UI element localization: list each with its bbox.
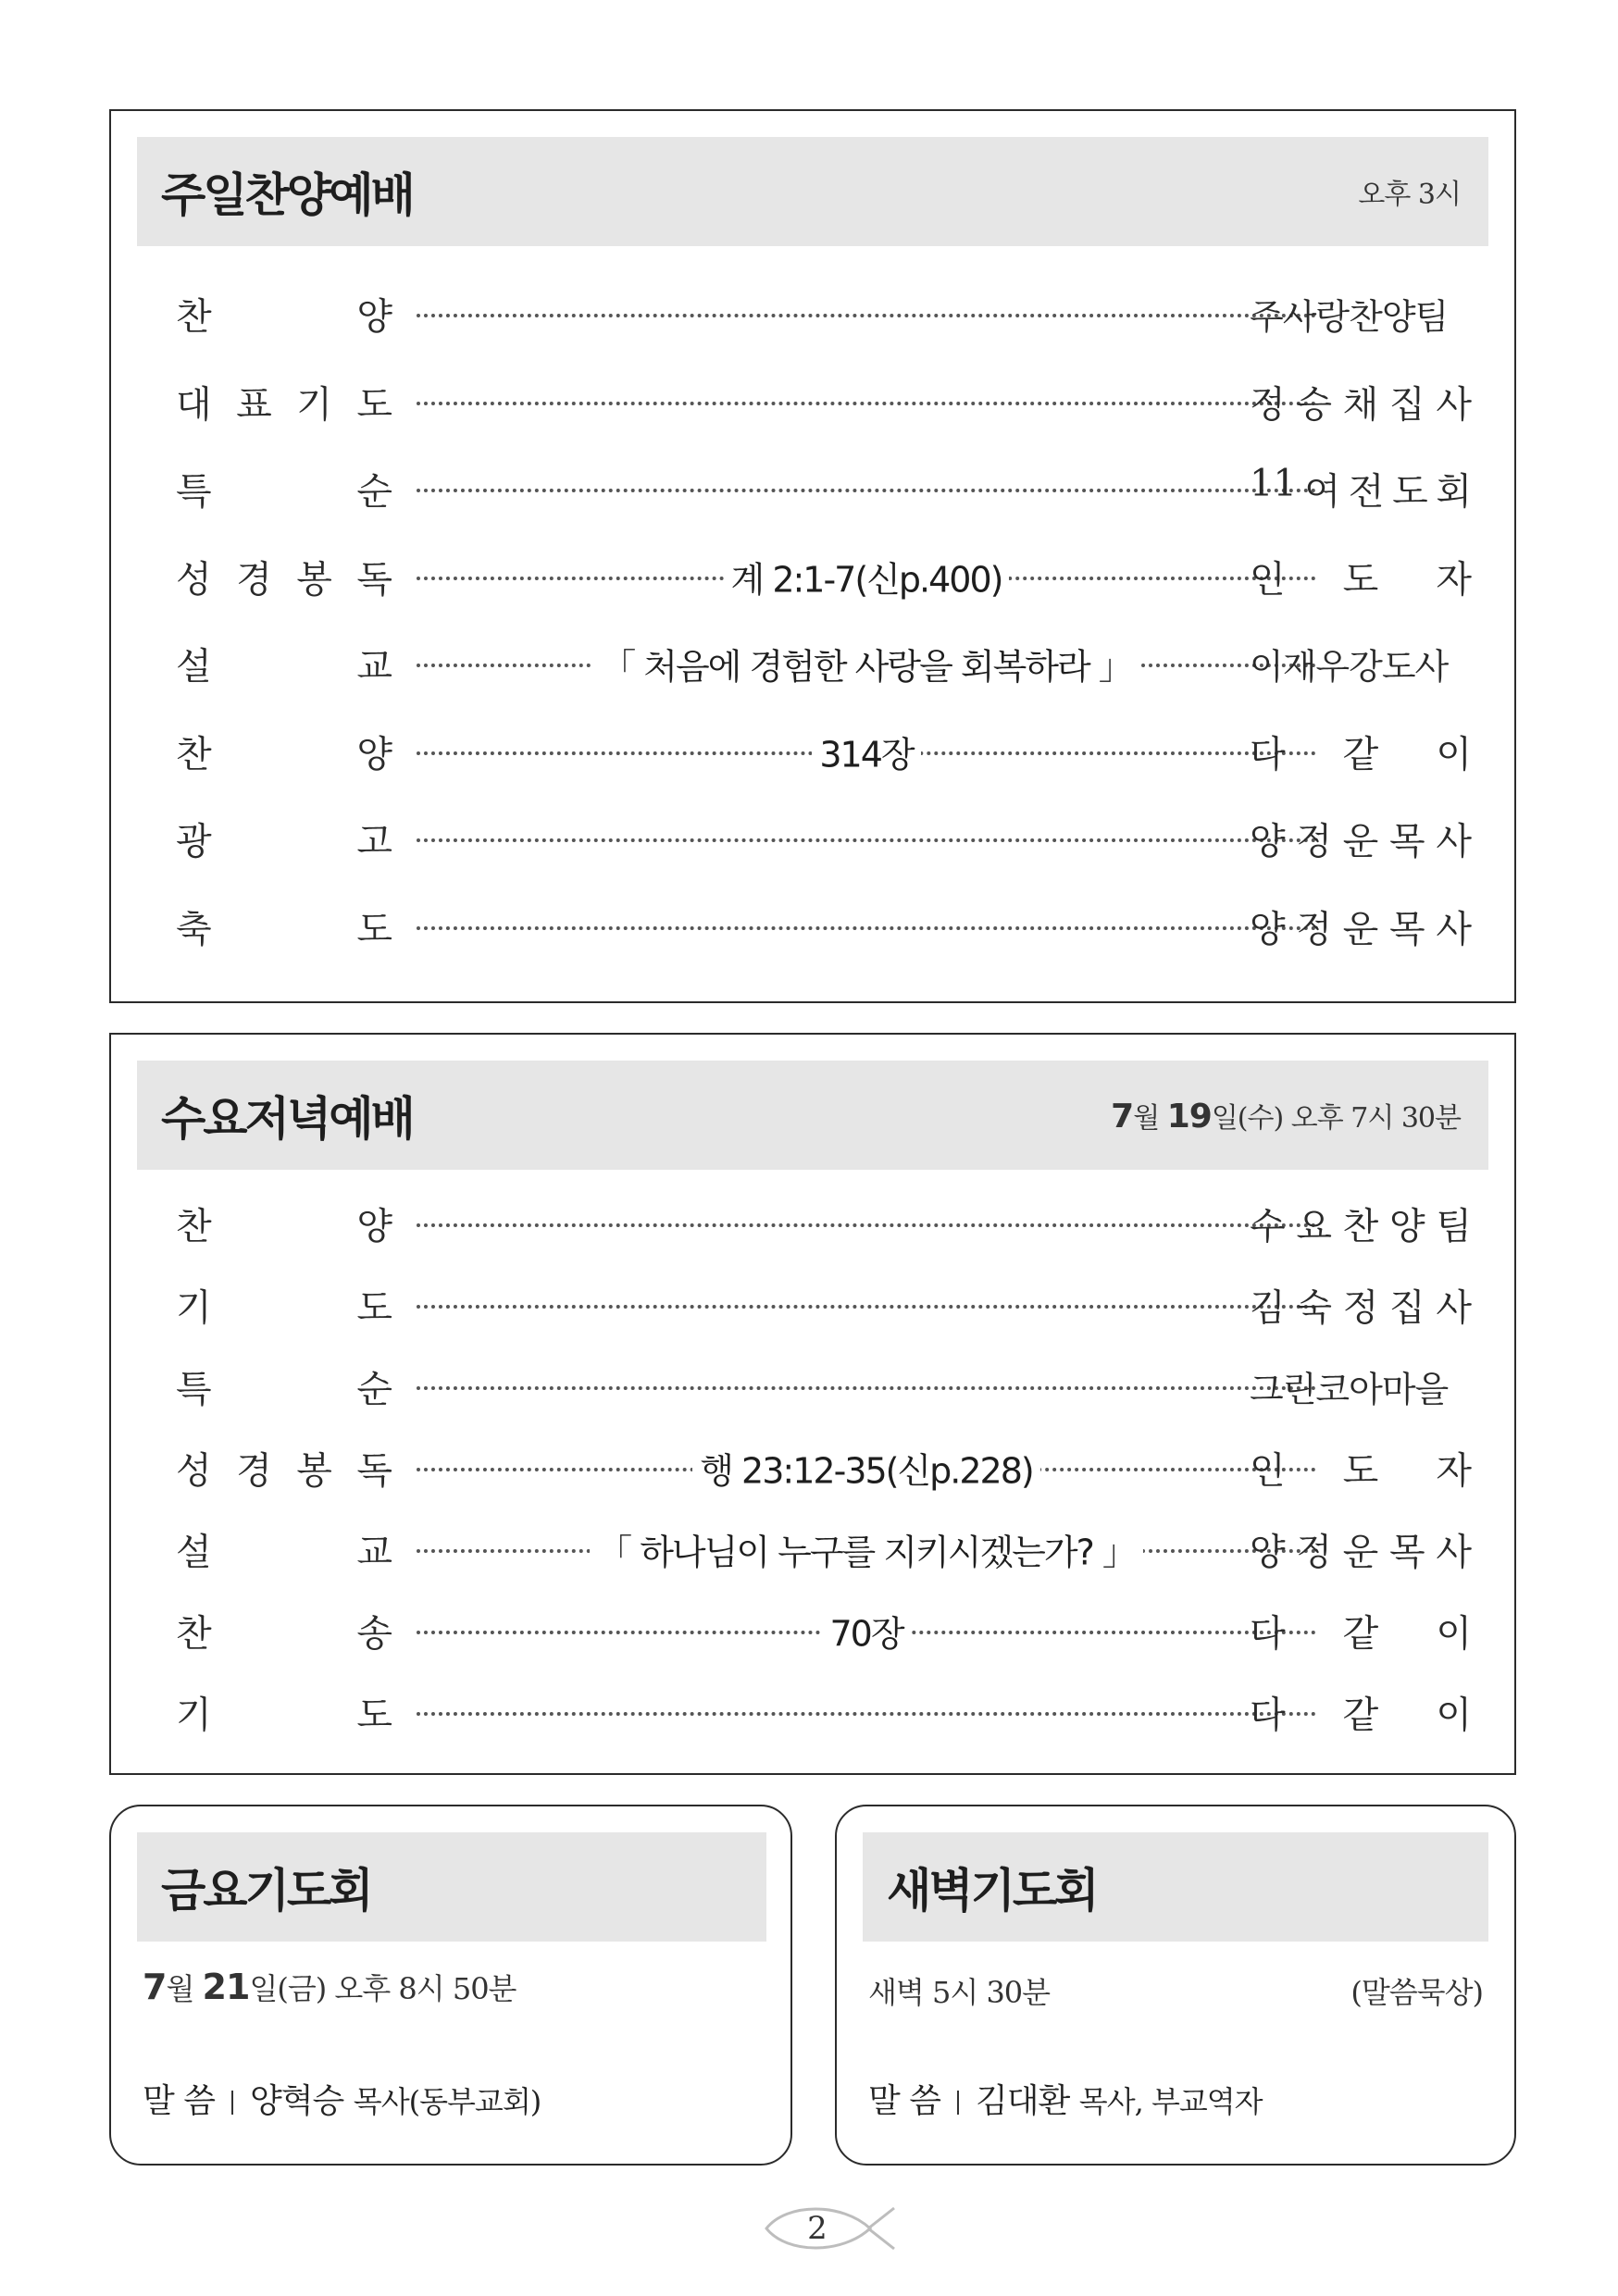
- order-row: [111, 445, 1514, 533]
- person-char: 다: [1250, 733, 1286, 776]
- order-item-detail: [417, 726, 1316, 776]
- friday-speaker-title: 목사(동부교회): [353, 2084, 541, 2119]
- order-item-label: [176, 463, 392, 515]
- order-row: [111, 620, 1514, 708]
- person-char: 목: [1388, 908, 1425, 951]
- order-row: [111, 1508, 1514, 1590]
- person-char: 전: [1348, 470, 1385, 514]
- friday-prayer-box: [109, 1805, 792, 2166]
- person-char: 인: [1250, 558, 1286, 602]
- label-char: 경: [236, 1449, 272, 1493]
- person-char: 수: [1250, 1205, 1286, 1248]
- order-row: [111, 1183, 1514, 1264]
- label-char: 양: [356, 733, 392, 776]
- order-item-person: [1250, 1442, 1472, 1495]
- label-char: 찬: [176, 733, 212, 776]
- order-item-person: [1250, 1686, 1472, 1739]
- order-item-detail: [417, 551, 1316, 602]
- dot-leader: [417, 314, 1316, 317]
- order-item-detail: [417, 639, 1316, 689]
- order-row: [111, 358, 1514, 446]
- order-item-label: [176, 813, 392, 865]
- wednesday-service-box: [109, 1033, 1516, 1775]
- separator: [231, 2091, 233, 2115]
- order-item-person: [1250, 725, 1472, 777]
- label-char: 순: [356, 1368, 392, 1411]
- person-char: 정: [1296, 1531, 1332, 1574]
- person-char: 승: [1296, 383, 1332, 427]
- order-item-person: [1250, 1605, 1472, 1657]
- order-row: [111, 1264, 1514, 1346]
- dot-leader: [417, 1223, 1316, 1227]
- person-char: 찬: [1342, 1205, 1379, 1248]
- label-char: 도: [356, 383, 392, 427]
- order-item-label: [176, 1442, 392, 1495]
- label-char: 고: [356, 820, 392, 863]
- sunday-service-box: [109, 109, 1516, 1003]
- person-char: 정: [1250, 383, 1286, 427]
- page-number-badge: [759, 2201, 898, 2256]
- order-item-person: [1250, 550, 1472, 602]
- label-char: 대: [176, 383, 212, 427]
- dawn-word-label: 말 씀: [868, 2082, 940, 2120]
- dawn-prayer-title: 새벽기도회: [887, 1864, 1097, 1917]
- label-char: 경: [236, 558, 272, 602]
- sunday-service-title: 주일찬양예배: [161, 168, 413, 222]
- label-char: 송: [356, 1612, 392, 1656]
- wednesday-month-unit: 월: [1133, 1102, 1160, 1135]
- dawn-prayer-time: 새벽 5시 30분: [868, 1975, 1051, 2010]
- order-item-label: [176, 1686, 392, 1739]
- order-row: [111, 1427, 1514, 1508]
- order-item-person: [1250, 1523, 1472, 1576]
- person-char: 도: [1392, 470, 1428, 514]
- label-char: 설: [176, 1531, 212, 1574]
- order-item-detail: [417, 1443, 1316, 1494]
- dawn-prayer-box: [835, 1805, 1516, 2166]
- person-char: 팀: [1436, 1205, 1472, 1248]
- person-char: 같: [1342, 733, 1379, 776]
- order-item-person: [1250, 1279, 1472, 1332]
- person-char: 김: [1250, 1286, 1286, 1330]
- friday-prayer-title: 금요기도회: [161, 1864, 371, 1917]
- order-item-person: [1250, 900, 1472, 952]
- label-char: 찬: [176, 1612, 212, 1656]
- order-item-label: [176, 1198, 392, 1250]
- person-char: 목: [1388, 820, 1425, 863]
- order-item-person: [1250, 1198, 1472, 1250]
- label-char: 교: [356, 645, 392, 689]
- label-char: 찬: [176, 1205, 212, 1248]
- label-char: 봉: [296, 558, 332, 602]
- person-char: 11: [1250, 462, 1297, 505]
- dawn-speaker: 김대환: [976, 2082, 1070, 2120]
- label-char: 특: [176, 1368, 212, 1411]
- dawn-prayer-header: [863, 1832, 1488, 1942]
- person-char: 회: [1436, 470, 1472, 514]
- dawn-prayer-speaker-line: [868, 2075, 1263, 2122]
- person-char: 이: [1436, 1612, 1472, 1656]
- friday-prayer-speaker-line: [143, 2075, 541, 2122]
- label-char: 도: [356, 908, 392, 951]
- person-char: 정: [1296, 820, 1332, 863]
- order-item-person: [1250, 813, 1472, 865]
- friday-prayer-time: [143, 1966, 516, 2008]
- person-char: 운: [1342, 1531, 1379, 1574]
- detail-text: 314장: [812, 734, 920, 775]
- friday-month-unit: 월: [166, 1971, 194, 2006]
- person-char: 주사랑찬양팀: [1250, 296, 1449, 338]
- order-item-label: [176, 550, 392, 602]
- order-row: [111, 1671, 1514, 1753]
- label-char: 봉: [296, 1449, 332, 1493]
- wednesday-service-header: [137, 1061, 1488, 1170]
- person-char: 이재우강도사: [1250, 646, 1449, 688]
- person-char: 자: [1436, 558, 1472, 602]
- person-char: 정: [1296, 908, 1332, 951]
- person-char: 목: [1388, 1531, 1425, 1574]
- person-char: 다: [1250, 1694, 1286, 1737]
- order-item-label: [176, 638, 392, 690]
- order-row: [111, 708, 1514, 796]
- friday-word-label: 말 씀: [143, 2082, 215, 2120]
- order-item-label: [176, 900, 392, 952]
- order-item-label: [176, 375, 392, 428]
- order-item-person: [1250, 463, 1472, 515]
- person-char: 집: [1388, 1286, 1425, 1330]
- sunday-service-time: 오후 3시: [1358, 179, 1461, 211]
- person-char: 사: [1436, 908, 1472, 951]
- order-row: [111, 795, 1514, 883]
- person-char: 인: [1250, 1449, 1286, 1493]
- order-item-detail: [417, 1524, 1316, 1575]
- person-char: 사: [1436, 383, 1472, 427]
- label-char: 찬: [176, 295, 212, 339]
- friday-speaker: 양혁승: [250, 2082, 344, 2120]
- person-char: 다: [1250, 1612, 1286, 1656]
- order-item-label: [176, 1279, 392, 1332]
- person-char: 이: [1436, 1694, 1472, 1737]
- dawn-speaker-title: 목사, 부교역자: [1078, 2084, 1263, 2119]
- person-char: 그린코아마을: [1250, 1369, 1449, 1410]
- label-char: 교: [356, 1531, 392, 1574]
- order-row: [111, 883, 1514, 971]
- label-char: 기: [176, 1286, 212, 1330]
- dot-leader: [417, 926, 1316, 930]
- wednesday-month: 7: [1111, 1098, 1134, 1136]
- wednesday-service-time: [1111, 1095, 1461, 1136]
- person-char: 정: [1342, 1286, 1379, 1330]
- wednesday-time-rest: 일(수) 오후 7시 30분: [1211, 1102, 1461, 1135]
- order-item-label: [176, 1605, 392, 1657]
- person-char: 같: [1342, 1694, 1379, 1737]
- label-char: 설: [176, 645, 212, 689]
- order-item-person: [1250, 375, 1472, 428]
- detail-text: 70장: [822, 1614, 910, 1655]
- dot-leader: [417, 489, 1316, 492]
- person-char: 양: [1388, 1205, 1425, 1248]
- person-char: 도: [1342, 558, 1379, 602]
- order-item-label: [176, 725, 392, 777]
- label-char: 성: [176, 558, 212, 602]
- order-row: [111, 1346, 1514, 1427]
- person-char: 자: [1436, 1449, 1472, 1493]
- person-char: 양: [1250, 1531, 1286, 1574]
- wednesday-service-title: 수요저녁예배: [161, 1092, 413, 1146]
- dot-leader: [417, 1712, 1316, 1716]
- detail-text: 계 2:1-7(신p.400): [724, 559, 1010, 600]
- dot-leader: [417, 1386, 1316, 1390]
- label-char: 표: [236, 383, 272, 427]
- friday-day: 21: [202, 1967, 250, 2007]
- order-item-label: [176, 1523, 392, 1576]
- separator: [957, 2091, 959, 2115]
- dot-leader: [417, 402, 1316, 405]
- order-item-person: [1250, 289, 1472, 340]
- label-char: 양: [356, 295, 392, 339]
- dawn-prayer-note: (말씀묵상): [1350, 1975, 1483, 2010]
- label-char: 특: [176, 470, 212, 514]
- person-char: 사: [1436, 1531, 1472, 1574]
- friday-time-rest: 일(금) 오후 8시 50분: [249, 1971, 517, 2006]
- wednesday-day: 19: [1166, 1098, 1212, 1136]
- order-item-label: [176, 1360, 392, 1413]
- page-number: 2: [807, 2210, 828, 2247]
- person-char: 숙: [1296, 1286, 1332, 1330]
- person-char: 여: [1304, 470, 1341, 514]
- person-char: 채: [1342, 383, 1379, 427]
- person-char: 양: [1250, 908, 1286, 951]
- person-char: 같: [1342, 1612, 1379, 1656]
- label-char: 순: [356, 470, 392, 514]
- sunday-service-header: [137, 137, 1488, 246]
- label-char: 기: [176, 1694, 212, 1737]
- order-item-detail: [417, 1606, 1316, 1657]
- person-char: 요: [1296, 1205, 1332, 1248]
- person-char: 집: [1388, 383, 1425, 427]
- label-char: 기: [296, 383, 332, 427]
- dot-leader: [417, 1305, 1316, 1309]
- label-char: 광: [176, 820, 212, 863]
- label-char: 성: [176, 1449, 212, 1493]
- label-char: 독: [356, 1449, 392, 1493]
- detail-text: 행 23:12-35(신p.228): [692, 1451, 1039, 1492]
- order-row: [111, 270, 1514, 358]
- dot-leader: [417, 838, 1316, 842]
- order-row: [111, 1590, 1514, 1671]
- order-item-person: [1250, 639, 1472, 689]
- person-char: 운: [1342, 908, 1379, 951]
- detail-text: 「 하나님이 누구를 지키시겠는가? 」: [590, 1533, 1143, 1573]
- friday-prayer-header: [137, 1832, 766, 1942]
- person-char: 양: [1250, 820, 1286, 863]
- label-char: 도: [356, 1286, 392, 1330]
- label-char: 양: [356, 1205, 392, 1248]
- label-char: 독: [356, 558, 392, 602]
- sunday-order-list: [111, 270, 1514, 970]
- label-char: 도: [356, 1694, 392, 1737]
- wednesday-order-list: [111, 1183, 1514, 1753]
- order-row: [111, 533, 1514, 621]
- friday-month: 7: [143, 1967, 167, 2007]
- person-char: 도: [1342, 1449, 1379, 1493]
- person-char: 사: [1436, 820, 1472, 863]
- label-char: 축: [176, 908, 212, 951]
- person-char: 사: [1436, 1286, 1472, 1330]
- order-item-person: [1250, 1361, 1472, 1412]
- person-char: 이: [1436, 733, 1472, 776]
- detail-text: 「 처음에 경험한 사랑을 회복하라 」: [593, 647, 1139, 688]
- order-item-label: [176, 288, 392, 341]
- person-char: 운: [1342, 820, 1379, 863]
